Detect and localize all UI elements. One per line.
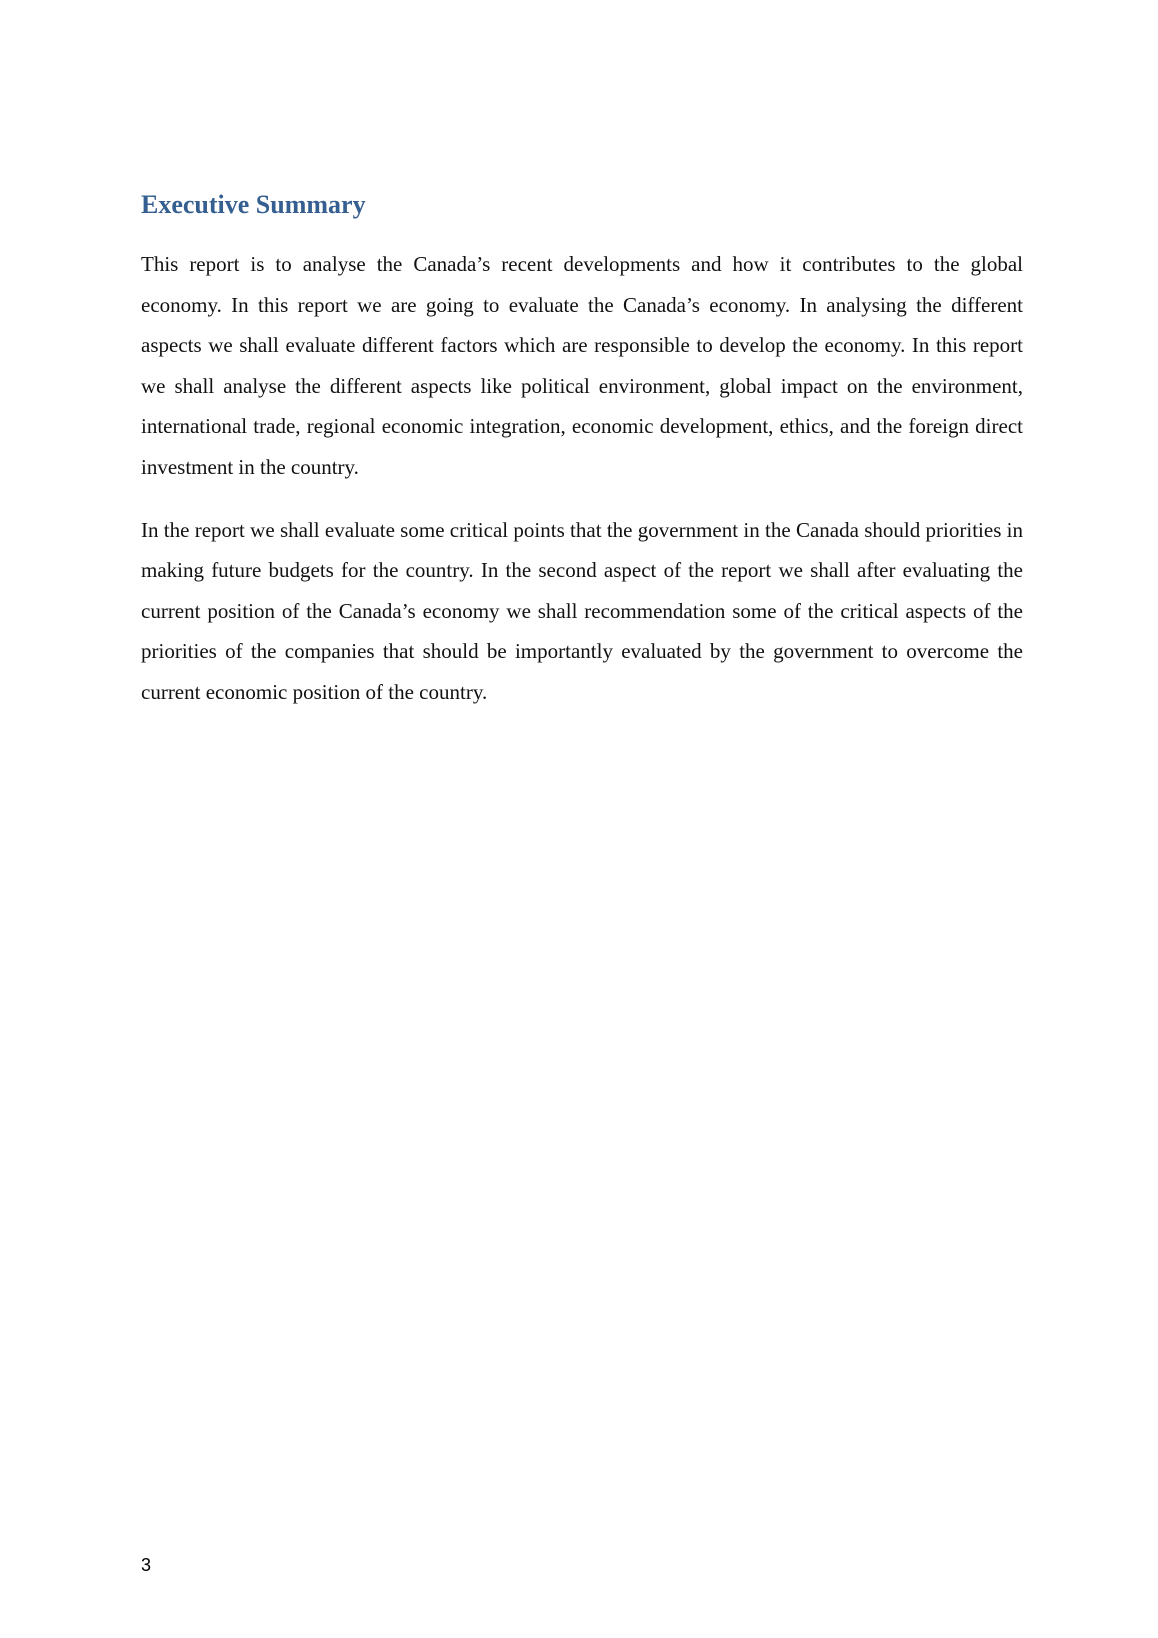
summary-paragraph-2: In the report we shall evaluate some critical points that the government in the Canada should priorities in making future budgets for the country. In the second aspect of the report we shall after evaluating the current position of the Canada’s economy we shall recommendation some of the critical aspects of the priorities of the companies that should be importantly evaluated by the government to overcome the current economic position of the country. — [141, 517, 1023, 704]
section-heading: Executive Summary — [141, 190, 366, 219]
page-content — [141, 186, 1023, 735]
page-number: 3 — [141, 1555, 152, 1575]
summary-paragraph-1: This report is to analyse the Canada’s recent developments and how it contributes to the global economy. In this report we are going to evaluate the Canada’s economy. In analysing the different aspects we shall evaluate different factors which are responsible to develop the economy. In this report we shall analyse the different aspects like political environment, global impact on the environment, international trade, regional economic integration, economic development, ethics, and the foreign direct investment in the country. — [141, 252, 1023, 479]
